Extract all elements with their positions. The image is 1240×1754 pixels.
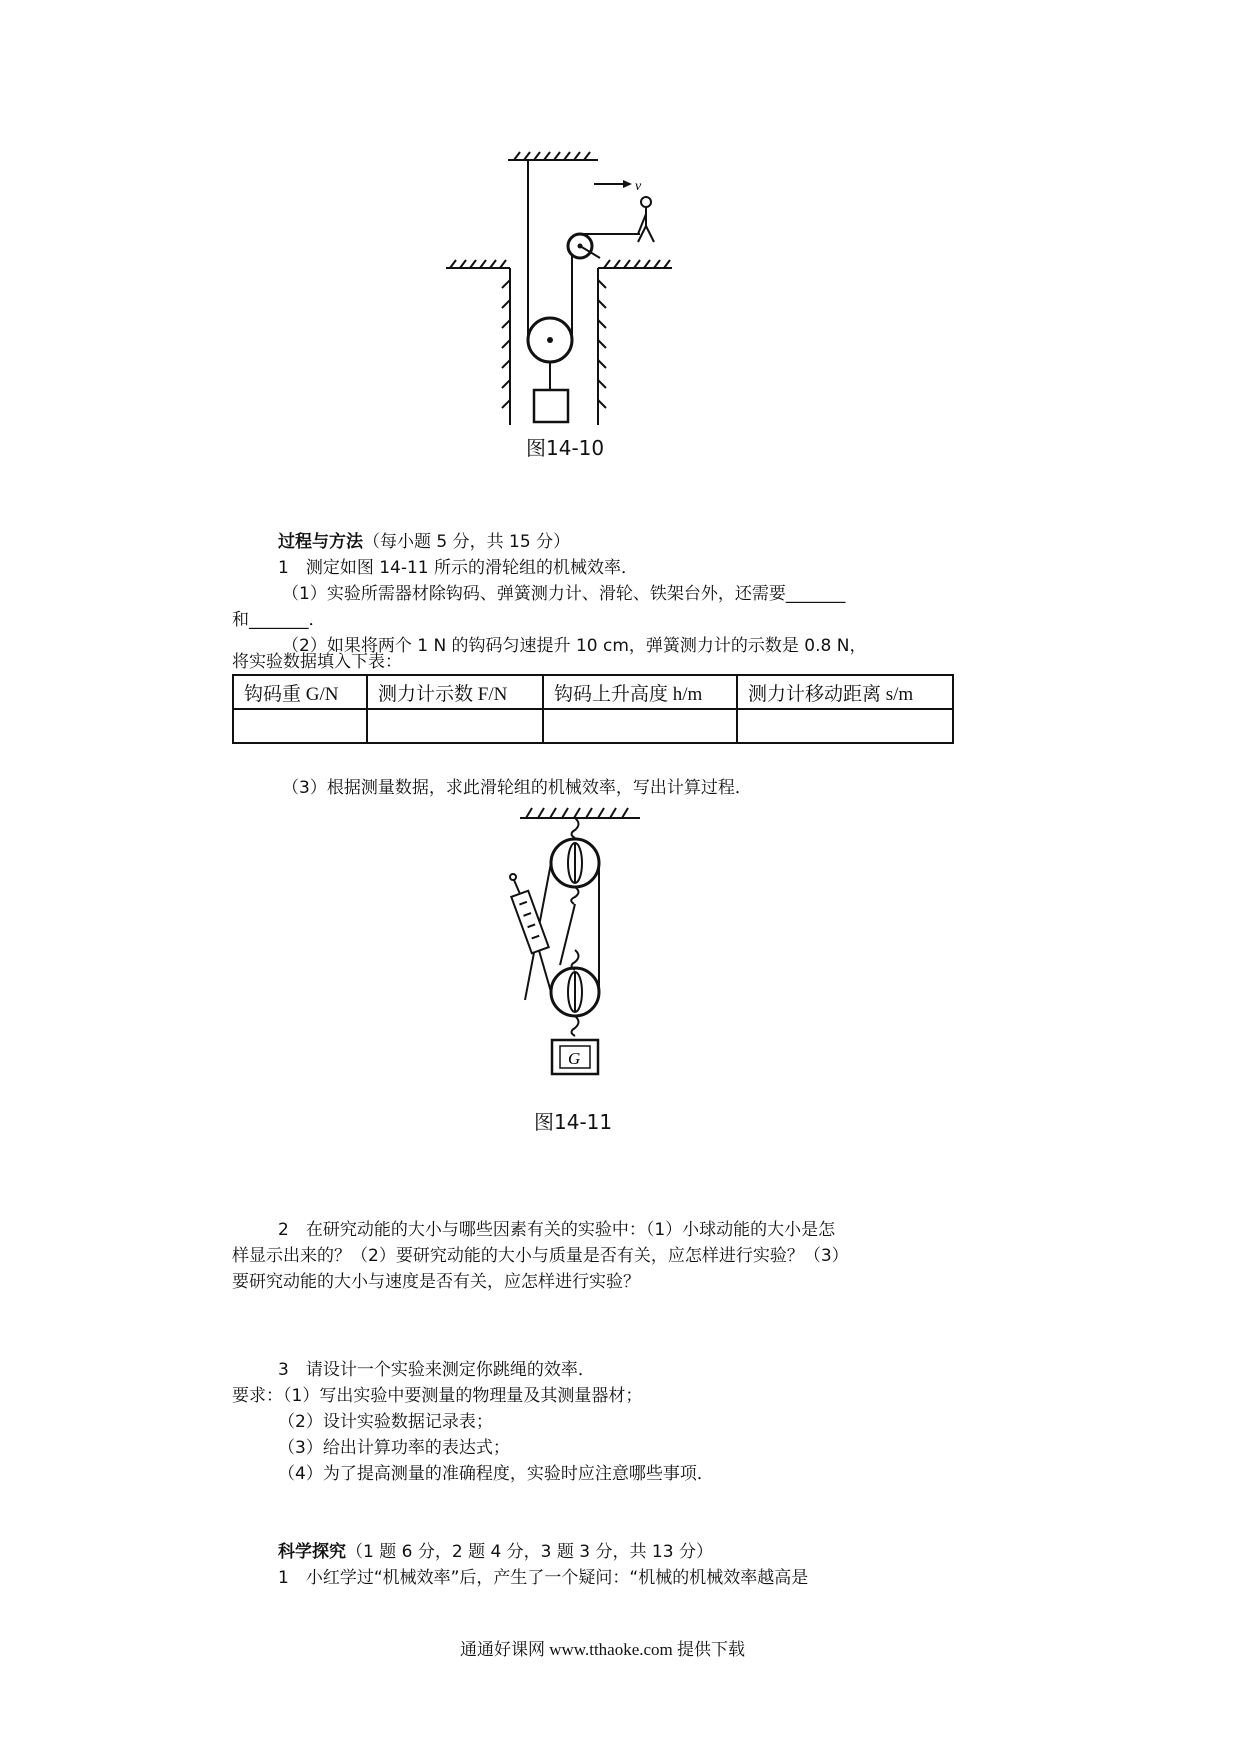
section-heading-process-method bbox=[278, 530, 570, 554]
table-header-cell: 钩码重 G/N bbox=[233, 675, 367, 709]
q3-line5: （4）为了提高测量的准确程度，实验时应注意哪些事项． bbox=[278, 1464, 714, 1484]
ceiling-hatch bbox=[508, 152, 598, 160]
ground-right bbox=[598, 260, 672, 425]
q2-line1: 2 在研究动能的大小与哪些因素有关的实验中：（1）小球动能的大小是怎 bbox=[278, 1220, 836, 1240]
figure-14-10-caption: 图14-10 bbox=[526, 436, 605, 460]
q3-line4: （3）给出计算功率的表达式； bbox=[278, 1438, 510, 1458]
q1-intro: 1 测定如图 14-11 所示的滑轮组的机械效率． bbox=[278, 558, 639, 578]
person-figure bbox=[638, 197, 654, 242]
figure-14-10 bbox=[440, 150, 680, 430]
weight-block bbox=[534, 390, 568, 422]
section-title: 过程与方法 bbox=[278, 532, 363, 552]
data-table bbox=[232, 674, 954, 744]
svg-text:v: v bbox=[635, 179, 642, 194]
table-header-cell: 测力计示数 F/N bbox=[367, 675, 543, 709]
section-title: 科学探究 bbox=[278, 1542, 346, 1562]
table-header-cell: 钩码上升高度 h/m bbox=[543, 675, 737, 709]
table-cell[interactable] bbox=[543, 709, 737, 743]
q3-line2: 要求：（1）写出实验中要测量的物理量及其测量器材； bbox=[232, 1386, 643, 1406]
section-heading-science-inquiry bbox=[278, 1540, 713, 1564]
q1-part3: （3）根据测量数据，求此滑轮组的机械效率，写出计算过程． bbox=[282, 778, 752, 798]
weight-label: G bbox=[568, 1049, 581, 1068]
section-score-note: （1 题 6 分，2 题 4 分，3 题 3 分，共 13 分） bbox=[346, 1542, 713, 1562]
q3-line3: （2）设计实验数据记录表； bbox=[278, 1412, 493, 1432]
page-footer: 通通好课网 www.tthaoke.com 提供下载 bbox=[460, 1640, 746, 1659]
q1-part1-line2: 和_______． bbox=[232, 610, 326, 630]
q2-line3: 要研究动能的大小与速度是否有关，应怎样进行实验？ bbox=[232, 1272, 640, 1292]
table-cell[interactable] bbox=[233, 709, 367, 743]
figure-14-11 bbox=[490, 800, 650, 1090]
ceiling-hatch bbox=[520, 808, 640, 818]
q2-line2: 样显示出来的？（2）要研究动能的大小与质量是否有关，应怎样进行实验？（3） bbox=[232, 1246, 849, 1266]
q1-part2-line2: 将实验数据填入下表： bbox=[232, 652, 402, 672]
table-header-cell: 测力计移动距离 s/m bbox=[737, 675, 953, 709]
table-cell[interactable] bbox=[367, 709, 543, 743]
ground-left bbox=[446, 260, 510, 425]
q1-part1-line1: （1）实验所需器材除钩码、弹簧测力计、滑轮、铁架台外，还需要_______ bbox=[282, 584, 846, 604]
table-header-row bbox=[233, 675, 953, 709]
table-cell[interactable] bbox=[737, 709, 953, 743]
q1-part2-line1: （2）如果将两个 1 N 的钩码匀速提升 10 cm，弹簧测力计的示数是 0.8 N， bbox=[282, 636, 867, 656]
q3-line1: 3 请设计一个实验来测定你跳绳的效率． bbox=[278, 1360, 595, 1380]
velocity-arrow bbox=[594, 179, 642, 194]
section2-q1-line1: 1 小红学过“机械效率”后，产生了一个疑问：“机械的机械效率越高是 bbox=[278, 1568, 809, 1588]
figure-14-11-caption: 图14-11 bbox=[534, 1110, 613, 1134]
section-score-note: （每小题 5 分，共 15 分） bbox=[363, 532, 571, 552]
table-row bbox=[233, 709, 953, 743]
